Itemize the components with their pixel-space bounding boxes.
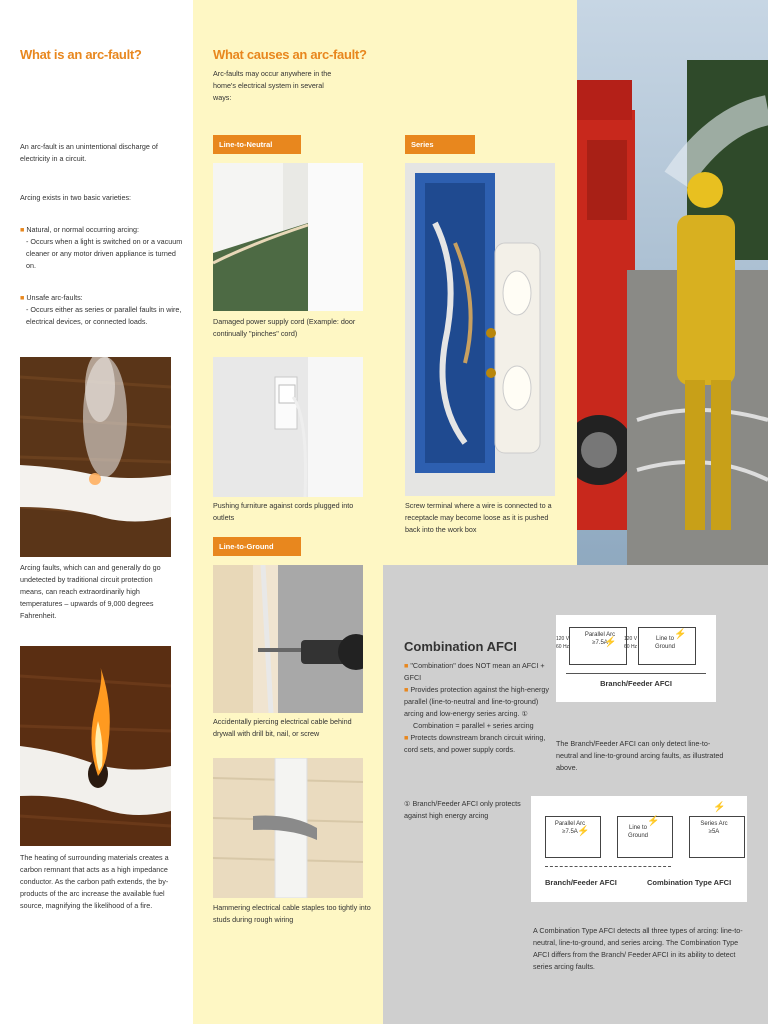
left-column <box>0 0 193 1024</box>
line-ground-label: Line to Ground <box>627 825 648 839</box>
afci-bullet-1: ■ "Combination" does NOT mean an AFCI + GFCI <box>404 661 545 682</box>
bullet-icon: ■ <box>20 225 27 234</box>
burning-cable-illustration <box>20 646 171 846</box>
variety-1-detail: - Occurs when a light is switched on or a vacuum cleaner or any motor driven appliance is turned on. <box>26 237 183 270</box>
bullet-icon: ■ <box>404 733 411 742</box>
combination-label: Combination Type AFCI <box>647 878 732 887</box>
burning-cable-photo <box>20 646 171 846</box>
middle-intro: Arc-faults may occur anywhere in the home's electrical system in several ways: <box>213 69 332 102</box>
line-ground-label: Line to Ground <box>654 636 675 650</box>
furniture-outlet-illustration <box>213 357 363 497</box>
combination-diagram <box>531 796 747 902</box>
variety-1 <box>20 224 185 272</box>
left-intro: An arc-fault is an unintentional discharge of electricity in a circuit. <box>20 142 158 163</box>
arc-bolt-icon: ⚡ <box>674 629 687 640</box>
afci-bullet-2b: Combination = parallel + series arcing <box>413 721 534 730</box>
arc-bolt-icon: ⚡ <box>647 816 660 827</box>
furniture-outlet-photo <box>213 357 363 497</box>
branch-feeder-label: Branch/Feeder AFCI <box>600 679 672 688</box>
bullet-icon: ■ <box>404 685 411 694</box>
staple-caption: Hammering electrical cable staples too tightly into studs during rough wiring <box>213 903 371 924</box>
photo2-caption: The heating of surrounding materials creates a carbon remnant that acts as a high impedance conductor. As the carbon path extends, the by-products of the arc increase the available fuel source, magnifying the likelihood of a fire. <box>20 853 169 910</box>
branch-feeder-label: Branch/Feeder AFCI <box>545 878 617 887</box>
bullet-icon: ■ <box>20 293 27 302</box>
diag2-caption: A Combination Type AFCI detects all three types of arcing: line-to-neutral, line-to-ground, and series arcing. The Combination Type AFCI differs from the Branch/ Feeder AFCI in its ability to detect series arcing faults. <box>533 926 743 971</box>
pinched-cord-illustration <box>213 163 363 311</box>
screw-terminal-illustration <box>405 163 555 496</box>
firefighter-illustration <box>577 0 768 565</box>
variety-2 <box>20 292 185 328</box>
arc-bolt-icon: ⚡ <box>577 826 590 837</box>
firefighter-photo <box>577 0 768 565</box>
screw-caption: Screw terminal where a wire is connected to a receptacle may become loose as it is pushed back into the work box <box>405 501 552 534</box>
tab-line-to-neutral: Line-to-Neutral <box>213 135 301 154</box>
furniture-caption: Pushing furniture against cords plugged into outlets <box>213 501 354 522</box>
parallel-arc-label: Parallel Arc ≥7.5A <box>554 821 586 835</box>
smoking-cable-photo <box>20 357 171 557</box>
photo1-caption: Arcing faults, which can and generally do go undetected by traditional circuit protection means, can reach extraordinarily high temperatures – upwards of 9,000 degrees Fahrenheit. <box>20 563 161 620</box>
varieties-heading: Arcing exists in two basic varieties: <box>20 193 132 202</box>
tab-series: Series <box>405 135 475 154</box>
source-label: 120 V 60 Hz <box>556 636 570 650</box>
afci-footnote: ① Branch/Feeder AFCI only protects against high energy arcing <box>404 799 521 820</box>
staple-illustration <box>213 758 363 898</box>
afci-bullets <box>404 660 554 756</box>
cord-caption: Damaged power supply cord (Example: door continually "pinches" cord) <box>213 317 356 338</box>
variety-1-title: Natural, or normal occurring arcing: <box>26 225 139 234</box>
bracket-line <box>545 866 671 867</box>
drill-photo <box>213 565 363 713</box>
variety-2-title: Unsafe arc-faults: <box>26 293 83 302</box>
afci-panel <box>383 565 768 1024</box>
source-label-2: 120 V 60 Hz <box>624 636 638 650</box>
screw-terminal-photo <box>405 163 555 496</box>
branch-feeder-diagram <box>556 615 716 702</box>
arc-bolt-icon: ⚡ <box>713 802 726 813</box>
drill-caption: Accidentally piercing electrical cable behind drywall with drill bit, nail, or screw <box>213 717 352 738</box>
staple-photo <box>213 758 363 898</box>
afci-title: Combination AFCI <box>404 639 517 654</box>
parallel-arc-label: Parallel Arc ≥7.5A <box>584 632 616 646</box>
variety-2-detail: - Occurs either as series or parallel faults in wire, electrical devices, or connected loads. <box>26 305 182 326</box>
bracket-line <box>566 673 706 674</box>
tab-line-to-ground: Line-to-Ground <box>213 537 301 556</box>
bullet-icon: ■ <box>404 661 411 670</box>
pinched-cord-photo <box>213 163 363 311</box>
drill-illustration <box>213 565 363 713</box>
left-title: What is an arc-fault? <box>20 47 142 62</box>
smoking-cable-illustration <box>20 357 171 557</box>
diag1-caption: The Branch/Feeder AFCI can only detect line-to-neutral and line-to-ground arcing faults, as illustrated above. <box>556 739 724 772</box>
arc-bolt-icon: ⚡ <box>604 637 617 648</box>
afci-bullet-2: ■ Provides protection against the high-energy parallel (line-to-neutral and line-to-ground) arcing and low-energy series arcing. ① <box>404 685 549 718</box>
middle-title: What causes an arc-fault? <box>213 47 367 62</box>
afci-bullet-3: ■ Protects downstream branch circuit wiring, cord sets, and power supply cords. <box>404 733 546 754</box>
series-arc-label: Series Arc ≥5A <box>700 821 728 835</box>
